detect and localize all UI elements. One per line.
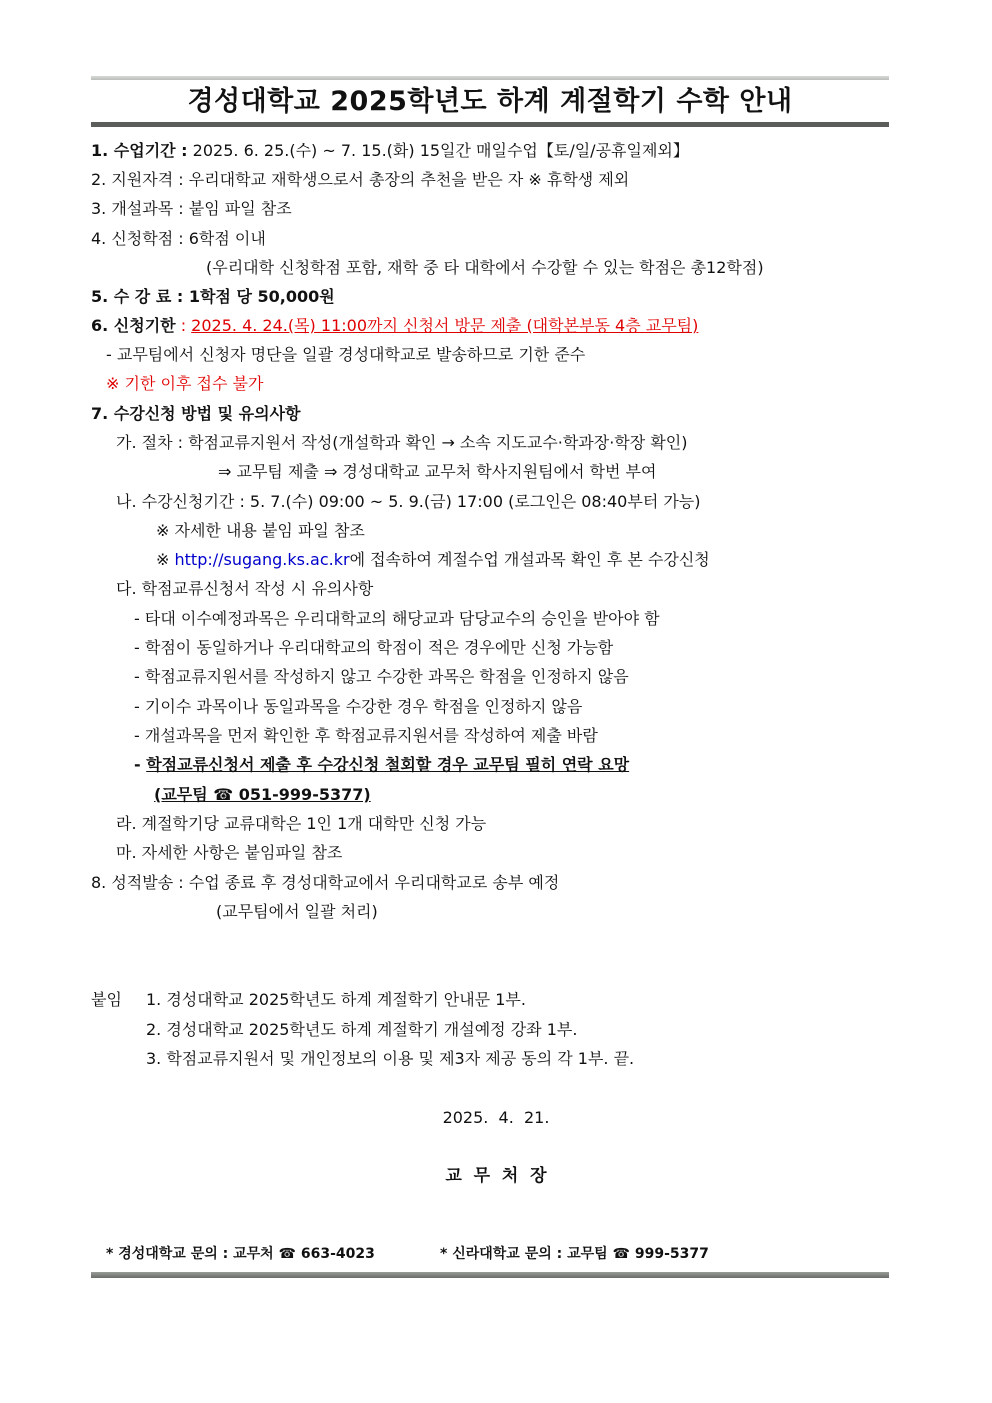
item-8-note: (교무팀에서 일괄 처리) <box>216 902 378 921</box>
item-6-warning: ※ 기한 이후 접수 불가 <box>106 374 264 393</box>
item-1 <box>91 140 689 162</box>
item-1-value: 2025. 6. 25.(수) ~ 7. 15.(화) 15일간 매일수업【토/일/공휴일제외】 <box>192 141 689 160</box>
attachment-3: 3. 학점교류지원서 및 개인정보의 이용 및 제3자 제공 동의 각 1부. 끝. <box>146 1049 635 1068</box>
attachment-2: 2. 경성대학교 2025학년도 하계 계절학기 개설예정 강좌 1부. <box>146 1020 578 1039</box>
item-7-ma: 마. 자세한 사항은 붙임파일 참조 <box>116 843 343 862</box>
title-bottom-rule <box>91 122 889 127</box>
item-4-label: 4. 신청학점 : <box>91 229 184 248</box>
item-6-colon: : <box>175 316 192 335</box>
item-7-heading: 7. 수강신청 방법 및 유의사항 <box>91 404 301 423</box>
item-6-sub-1: - 교무팀에서 신청자 명단을 일괄 경성대학교로 발송하므로 기한 준수 <box>106 345 586 364</box>
item-5 <box>91 286 335 308</box>
title-top-rule <box>91 76 889 80</box>
item-7-ga-1: 가. 절차 : 학점교류지원서 작성(개설학과 확인 → 소속 지도교수·학과장·학장 확인) <box>116 433 688 452</box>
item-7-da-6-phone: (교무팀 ☎ 051-999-5377) <box>154 785 371 804</box>
item-7-da-4: - 기이수 과목이나 동일과목을 수강한 경우 학점을 인정하지 않음 <box>134 697 583 716</box>
item-5-label: 5. 수 강 료 : <box>91 287 184 306</box>
item-6 <box>91 315 698 337</box>
item-7-da: 다. 학점교류신청서 작성 시 유의사항 <box>116 579 374 598</box>
item-7-na-3-prefix: ※ <box>156 550 175 569</box>
footer-rule <box>91 1272 889 1278</box>
item-7-da-2: - 학점이 동일하거나 우리대학교의 학점이 적은 경우에만 신청 가능함 <box>134 638 614 657</box>
item-7-da-6-dash: - <box>134 755 147 774</box>
item-2 <box>91 169 629 191</box>
attachments-label: 붙임 <box>91 990 122 1009</box>
item-3-label: 3. 개설과목 : <box>91 199 184 218</box>
item-7-na-2: ※ 자세한 내용 붙임 파일 참조 <box>156 521 365 540</box>
item-7-da-6 <box>134 754 629 776</box>
item-6-label: 6. 신청기한 <box>91 316 176 335</box>
item-2-value: 우리대학교 재학생으로서 총장의 추천을 받은 자 ※ 휴학생 제외 <box>188 170 630 189</box>
item-6-deadline: 2025. 4. 24.(목) 11:00까지 신청서 방문 제출 (대학본부동 4층 교무팀) <box>191 316 699 335</box>
item-7-da-1: - 타대 이수예정과목은 우리대학교의 해당교과 담당교수의 승인을 받아야 함 <box>134 609 660 628</box>
attachment-1: 1. 경성대학교 2025학년도 하계 계절학기 안내문 1부. <box>146 990 526 1009</box>
item-2-label: 2. 지원자격 : <box>91 170 184 189</box>
item-7-ra: 라. 계절학기당 교류대학은 1인 1개 대학만 신청 가능 <box>116 814 487 833</box>
contact-silla: * 신라대학교 문의 : 교무팀 ☎ 999-5377 <box>440 1246 709 1262</box>
item-7-ga-2: ⇒ 교무팀 제출 ⇒ 경성대학교 교무처 학사지원팀에서 학번 부여 <box>218 462 657 481</box>
item-7-na-1: 나. 수강신청기간 : 5. 7.(수) 09:00 ~ 5. 9.(금) 17:00 (로그인은 08:40부터 가능) <box>116 492 701 511</box>
item-3-value: 붙임 파일 참조 <box>188 199 292 218</box>
item-7-da-3: - 학점교류지원서를 작성하지 않고 수강한 과목은 학점을 인정하지 않음 <box>134 667 629 686</box>
issue-date: 2025. 4. 21. <box>442 1108 550 1127</box>
item-4-value: 6학점 이내 <box>188 229 266 248</box>
item-5-value: 1학점 당 50,000원 <box>188 287 335 306</box>
item-7-na-3-suffix: 에 접속하여 계절수업 개설과목 확인 후 본 수강신청 <box>349 550 710 569</box>
item-3 <box>91 198 292 220</box>
item-4 <box>91 228 266 250</box>
item-7-na-3 <box>156 549 710 571</box>
item-7-da-5: - 개설과목을 먼저 확인한 후 학점교류지원서를 작성하여 제출 바람 <box>134 726 598 745</box>
item-4-note: (우리대학 신청학점 포함, 재학 중 타 대학에서 수강할 수 있는 학점은 총12학점) <box>206 258 764 277</box>
page-title: 경성대학교 2025학년도 하계 계절학기 수학 안내 <box>187 86 793 117</box>
sugang-link[interactable]: http://sugang.ks.ac.kr <box>174 550 350 569</box>
contact-kyungsung: * 경성대학교 문의 : 교무처 ☎ 663-4023 <box>106 1246 375 1262</box>
item-8: 8. 성적발송 : 수업 종료 후 경성대학교에서 우리대학교로 송부 예정 <box>91 873 560 892</box>
signer: 교 무 처 장 <box>445 1166 547 1186</box>
item-1-label: 1. 수업기간 : <box>91 141 188 160</box>
item-7-da-6-text: 학점교류신청서 제출 후 수강신청 철회할 경우 교무팀 필히 연락 요망 <box>146 755 630 774</box>
